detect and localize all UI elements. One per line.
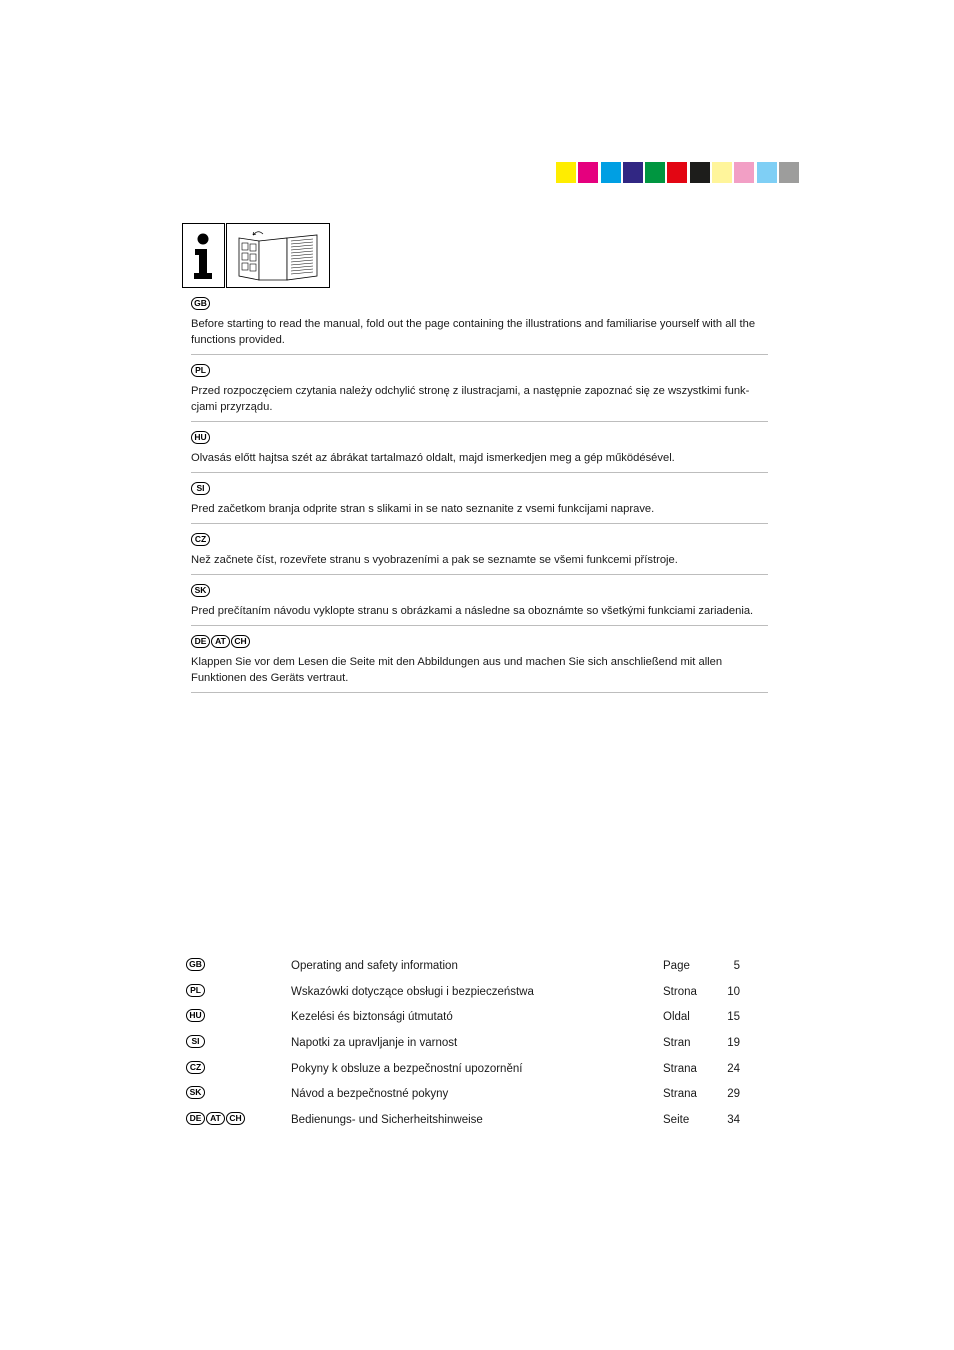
notice-gb	[191, 295, 768, 355]
toc-row-gb	[186, 956, 746, 982]
country-badge-de: DE	[191, 635, 210, 648]
toc-word: Seite	[663, 1114, 690, 1127]
country-badge-sk: SK	[186, 1086, 205, 1099]
notice-badges	[191, 295, 768, 311]
country-badge-gb: GB	[191, 297, 210, 310]
color-swatch	[712, 162, 732, 183]
color-swatch	[623, 162, 643, 183]
notice-badges	[191, 633, 768, 649]
toc-title: Pokyny k obsluze a bezpečnostní upozornění	[291, 1062, 523, 1075]
notice-badges	[191, 582, 768, 598]
notice-de	[191, 633, 768, 693]
notice-cz	[191, 531, 768, 575]
color-swatch	[757, 162, 777, 183]
toc-word: Stran	[663, 1037, 691, 1050]
notice-text: Przed rozpoczęciem czytania należy odchylić stronę z ilustracjami, a następnie zapoznać się ze wszystkimi funk- cjami przyrządu.	[191, 385, 750, 413]
country-badge-sk: SK	[191, 584, 210, 597]
notice-si	[191, 480, 768, 524]
country-badge-ch: CH	[231, 635, 250, 648]
notice-text: Olvasás előtt hajtsa szét az ábrákat tartalmazó oldalt, majd ismerkedjen meg a gép működésével.	[191, 452, 675, 464]
notice-text: Pred začetkom branja odprite stran s slikami in se nato seznanite z vsemi funkcijami naprave.	[191, 503, 655, 515]
toc-num: 24	[727, 1062, 740, 1075]
toc-word: Oldal	[663, 1011, 690, 1024]
toc-badges	[186, 958, 205, 971]
fold-out-notices	[191, 295, 768, 700]
toc-num: 34	[727, 1114, 740, 1127]
toc-word: Strana	[663, 1062, 697, 1075]
country-badge-pl: PL	[186, 984, 205, 997]
country-badge-pl: PL	[191, 364, 210, 377]
toc-badges	[186, 1009, 205, 1022]
toc-title: Bedienungs- und Sicherheitshinweise	[291, 1114, 483, 1127]
toc-row-pl	[186, 982, 746, 1008]
notice-hu	[191, 429, 768, 473]
toc-title: Napotki za upravljanje in varnost	[291, 1037, 458, 1050]
toc-badges	[186, 1112, 245, 1125]
toc-num: 19	[727, 1037, 740, 1050]
toc-row-hu	[186, 1007, 746, 1033]
country-badge-ch: CH	[226, 1112, 245, 1125]
color-swatch	[645, 162, 665, 183]
notice-badges	[191, 531, 768, 547]
toc-num: 15	[727, 1011, 740, 1024]
toc-word: Page	[663, 960, 690, 972]
notice-badges	[191, 362, 768, 378]
toc-row-si	[186, 1033, 746, 1059]
toc-badges	[186, 984, 205, 997]
country-badge-at: AT	[206, 1112, 225, 1125]
toc-row-cz	[186, 1059, 746, 1085]
toc-title: Wskazówki dotyczące obsługi i bezpieczeństwa	[291, 985, 534, 998]
notice-text: Klappen Sie vor dem Lesen die Seite mit den Abbildungen aus und machen Sie sich anschließend mit allen Funktionen des Geräts vertraut.	[191, 656, 723, 684]
toc-title: Operating and safety information	[291, 960, 458, 972]
info-icon	[182, 223, 225, 288]
toc-badges	[186, 1086, 205, 1099]
country-badge-hu: HU	[191, 431, 210, 444]
color-swatch	[556, 162, 576, 183]
country-badge-de: DE	[186, 1112, 205, 1125]
toc-title: Kezelési és biztonsági útmutató	[291, 1011, 453, 1024]
notice-text: Pred prečítaním návodu vyklopte stranu s obrázkami a následne sa oboznámte so všetkými funkciami zariadenia.	[191, 605, 754, 617]
toc-badges	[186, 1035, 205, 1048]
toc-row-sk	[186, 1084, 746, 1110]
country-badge-gb: GB	[186, 958, 205, 971]
notice-badges	[191, 429, 768, 445]
notice-badges	[191, 480, 768, 496]
notice-text: Než začnete číst, rozevřete stranu s vyobrazeními a pak se seznamte se všemi funkcemi přístroje.	[191, 554, 678, 566]
table-of-contents	[186, 956, 746, 1136]
color-swatch	[601, 162, 621, 183]
notice-text: Before starting to read the manual, fold out the page containing the illustrations and familiarise yourself with all the functions provided.	[191, 318, 756, 346]
color-swatch	[734, 162, 754, 183]
toc-num: 10	[727, 985, 740, 998]
color-swatch	[779, 162, 799, 183]
toc-num: 5	[733, 960, 740, 972]
color-swatch	[690, 162, 710, 183]
toc-badges	[186, 1061, 205, 1074]
notice-sk	[191, 582, 768, 626]
printer-color-bar	[556, 162, 801, 183]
fold-out-manual-icon	[226, 223, 330, 288]
country-badge-at: AT	[211, 635, 230, 648]
notice-pl	[191, 362, 768, 422]
color-swatch	[578, 162, 598, 183]
toc-row-de	[186, 1110, 746, 1136]
color-swatch	[667, 162, 687, 183]
country-badge-si: SI	[191, 482, 210, 495]
toc-word: Strana	[663, 1088, 697, 1101]
toc-title: Návod a bezpečnostné pokyny	[291, 1088, 449, 1101]
country-badge-si: SI	[186, 1035, 205, 1048]
country-badge-cz: CZ	[186, 1061, 205, 1074]
country-badge-hu: HU	[186, 1009, 205, 1022]
country-badge-cz: CZ	[191, 533, 210, 546]
toc-word: Strona	[663, 985, 697, 998]
toc-num: 29	[727, 1088, 740, 1101]
